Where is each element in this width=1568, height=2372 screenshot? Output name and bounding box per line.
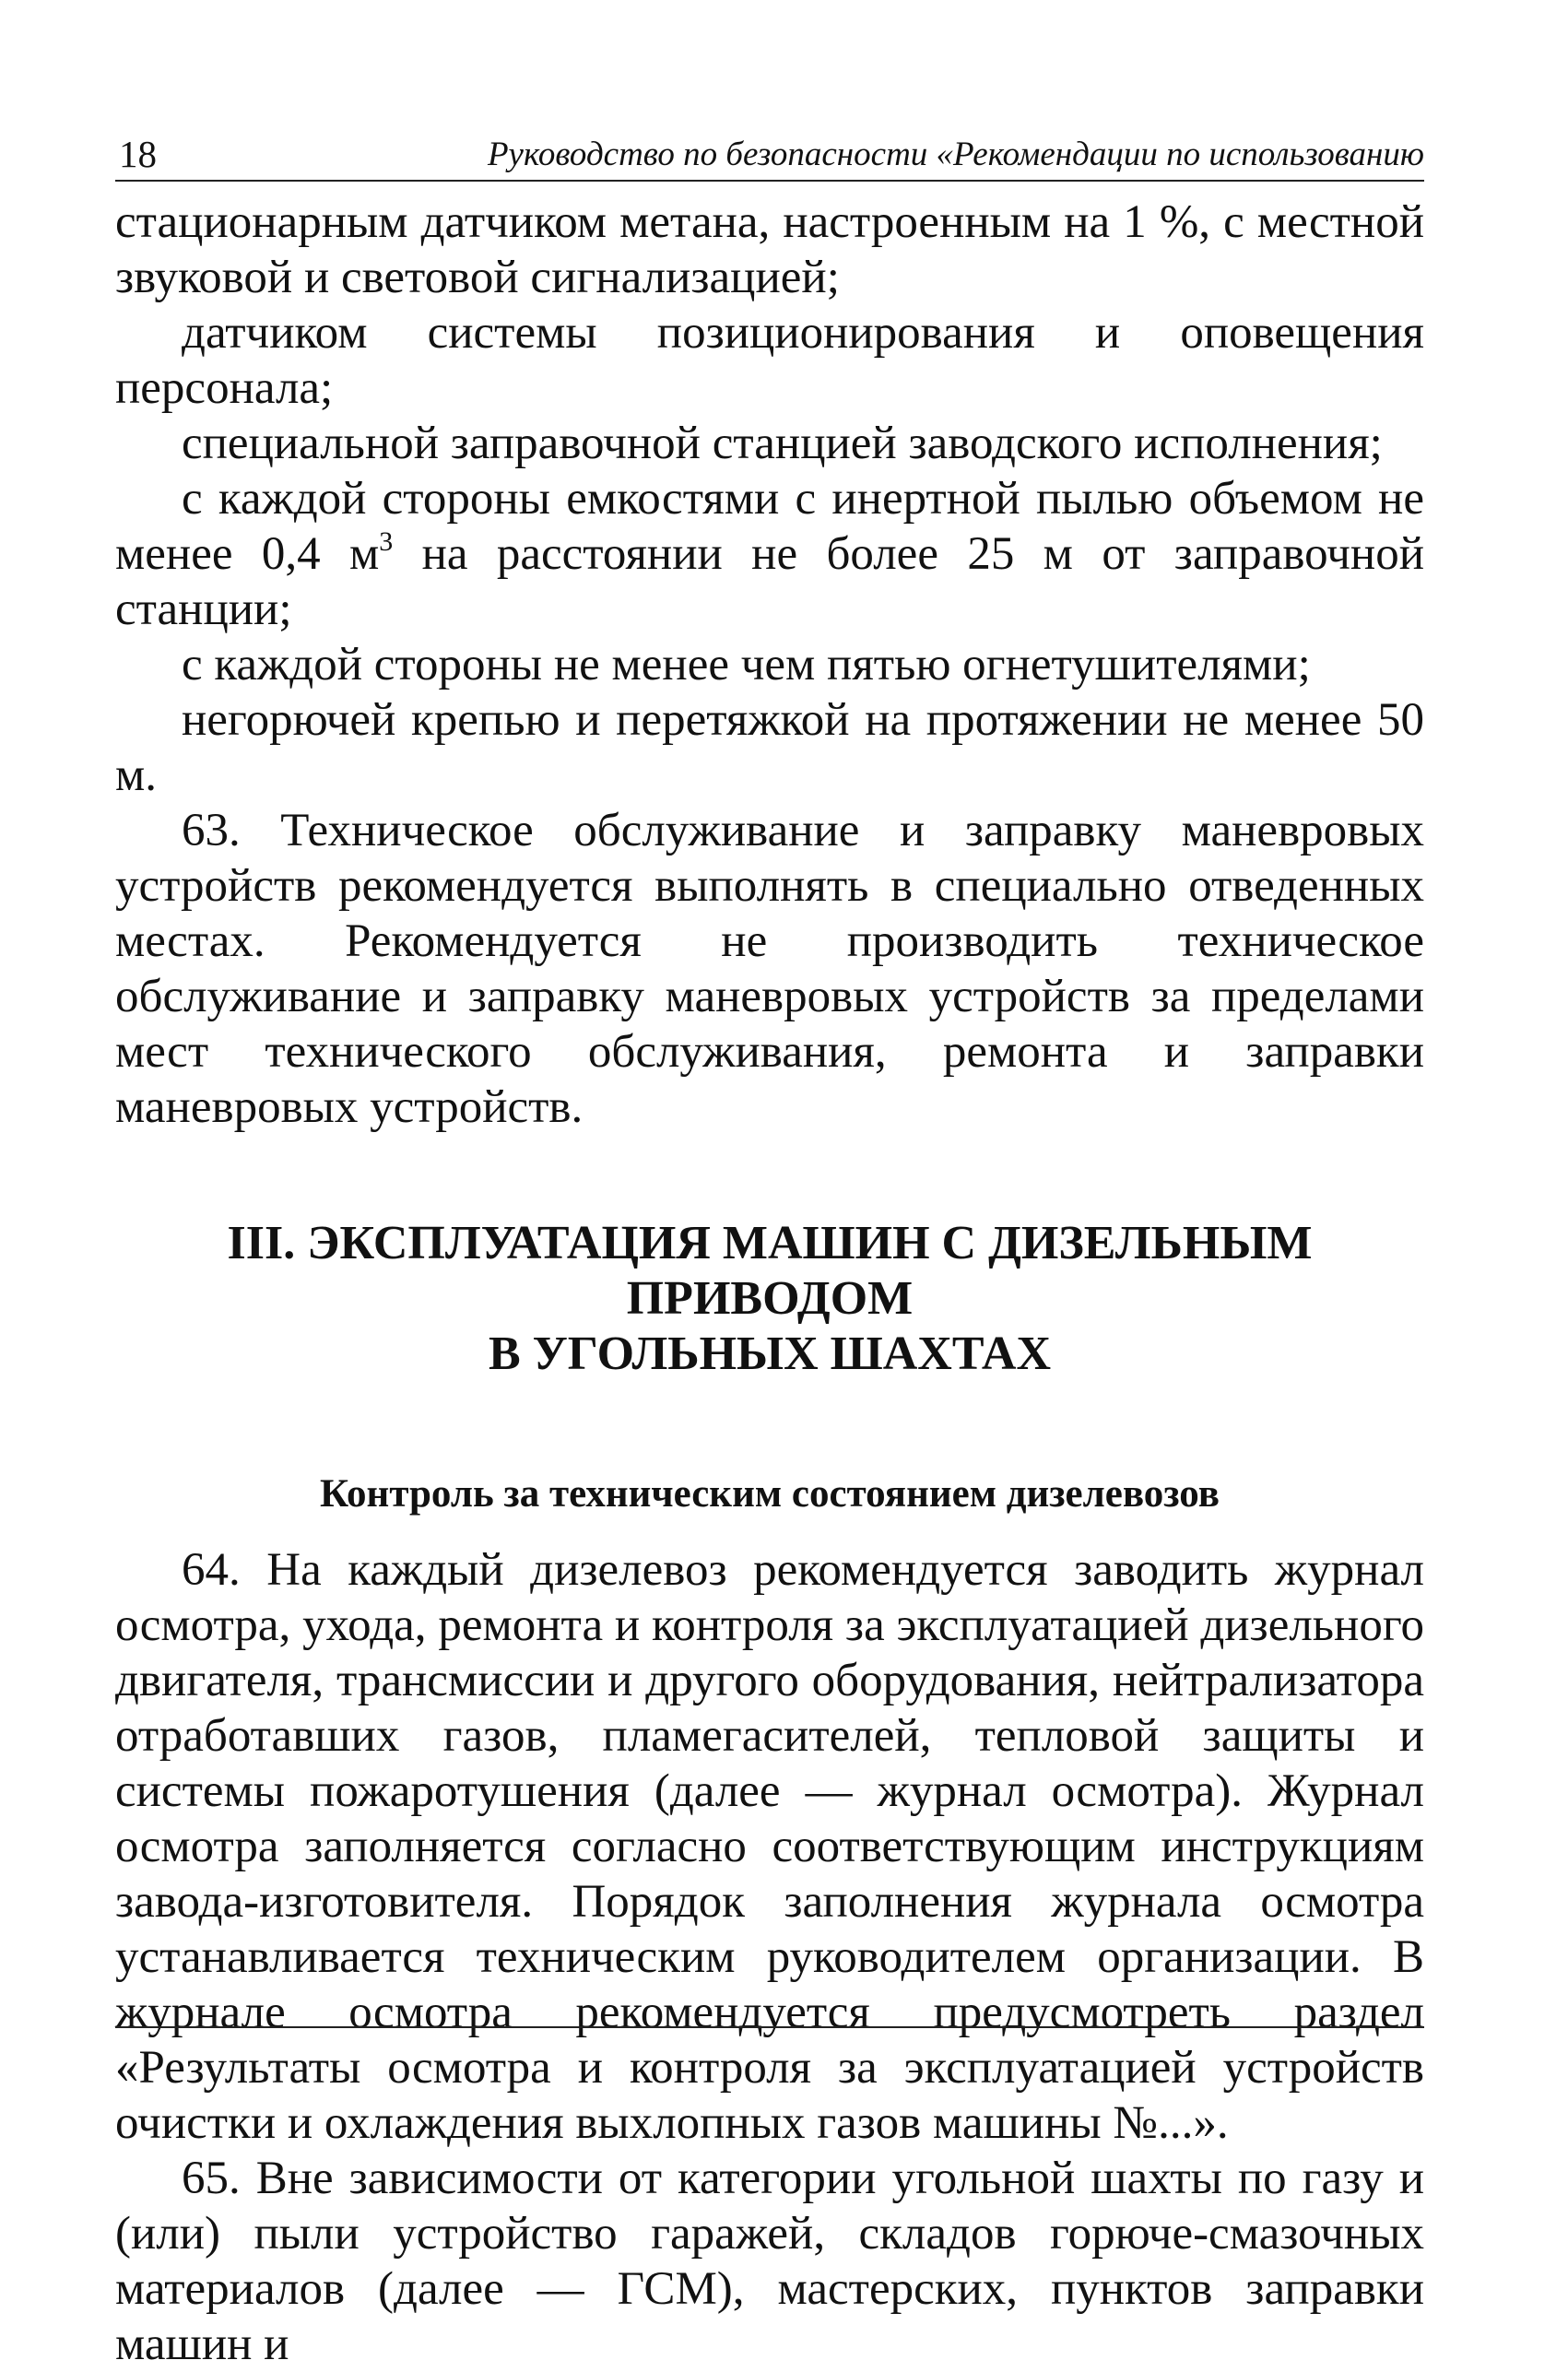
section-title [115, 1216, 1424, 1382]
section-title-line-1: III. ЭКСПЛУАТАЦИЯ МАШИН С ДИЗЕЛЬНЫМ ПРИВОДОМ [227, 1217, 1313, 1325]
subsection-title: Контроль за техническим состоянием дизелевозов [320, 1472, 1220, 1516]
inert-dust-text-after: на расстоянии не более 25 м от заправочной станции; [115, 528, 1424, 635]
list-item-inert-dust [115, 471, 1424, 637]
list-item-refueling-station: специальной заправочной станцией заводского исполнения; [182, 418, 1383, 469]
superscript-3: 3 [379, 526, 394, 557]
paragraph-64: 64. На каждый дизелевоз рекомендуется заводить журнал осмотра, ухода, ремонта и контроля за эксплуатацией дизельного двигателя, трансмиссии и другого оборудования, нейтрализатора отработавших газов, пламегасителей, тепловой защиты и системы пожаротушения (далее — журнал осмотра). Журнал осмотра заполняется согласно соответствующим инструкциям завода-изготовителя. Порядок заполнения журнала осмотра устанавливается техническим руководителем организации. В журнале осмотра рекомендуется предусмотреть раздел «Результаты осмотра и контроля за эксплуатацией устройств очистки и охлаждения выхлопных газов машины №...». [115, 1544, 1424, 2149]
footer-rule [115, 2026, 1424, 2028]
paragraph-65: 65. Вне зависимости от категории угольной шахты по газу и (или) пыли устройство гаражей, складов горюче-смазочных материалов (далее — ГСМ), мастерских, пунктов заправки машин и [115, 2153, 1424, 2370]
list-item-fireproof-support: негорючей крепью и перетяжкой на протяжении не менее 50 м. [115, 694, 1424, 801]
list-item-positioning-sensor: датчиком системы позиционирования и оповещения персонала; [115, 307, 1424, 414]
body-text [115, 195, 1424, 2372]
inert-dust-text-before: с каждой стороны емкостями с инертной пылью объемом не менее 0,4 м [115, 473, 1424, 580]
running-title: Руководство по безопасности «Рекомендации по использованию [487, 136, 1424, 173]
section-title-line-2: В УГОЛЬНЫХ ШАХТАХ [488, 1328, 1052, 1380]
running-header [115, 124, 1424, 182]
page-number: 18 [119, 133, 157, 175]
paragraph-continuation: стационарным датчиком метана, настроенным на 1 %, с местной звуковой и световой сигнализацией; [115, 196, 1424, 303]
list-item-extinguishers: с каждой стороны не менее чем пятью огнетушителями; [182, 639, 1311, 690]
paragraph-63: 63. Техническое обслуживание и заправку маневровых устройств рекомендуется выполнять в специально отведенных местах. Рекомендуется не производить техническое обслуживание и заправку маневровых устройств за пределами мест технического обслуживания, ремонта и заправки маневровых устройств. [115, 805, 1424, 1133]
document-page [115, 124, 1424, 2372]
